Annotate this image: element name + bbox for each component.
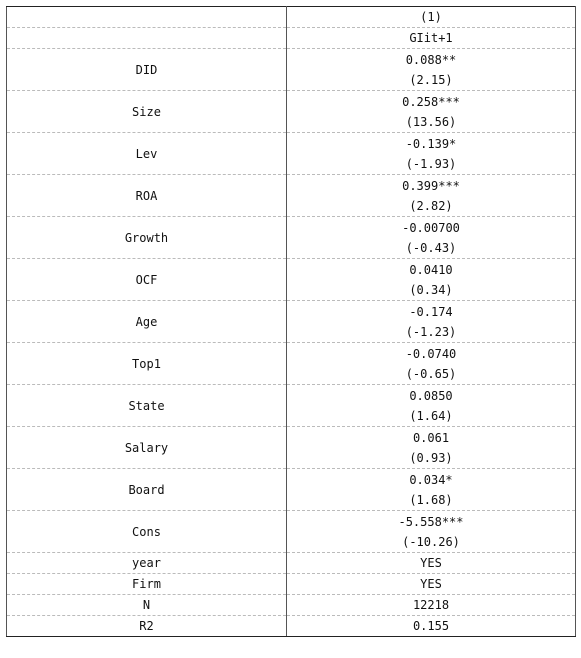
footer-label: Firm <box>7 574 287 595</box>
footer-value: 12218 <box>287 595 576 616</box>
t-statistic: (-0.65) <box>405 366 457 381</box>
variable-name: Lev <box>7 133 287 175</box>
variable-name: Top1 <box>7 343 287 385</box>
t-statistic: (1.68) <box>409 492 453 507</box>
footer-row <box>7 616 576 637</box>
footer-label: R2 <box>7 616 287 637</box>
variable-row <box>7 49 576 91</box>
variable-row <box>7 511 576 553</box>
t-statistic: (-1.23) <box>405 324 457 339</box>
variable-row <box>7 343 576 385</box>
variable-name: ROA <box>7 175 287 217</box>
t-statistic: (-0.43) <box>405 240 457 255</box>
t-statistic: (0.34) <box>409 282 453 297</box>
coefficient: -0.174 <box>409 304 453 319</box>
coefficient: -0.0740 <box>405 346 457 361</box>
variable-row <box>7 385 576 427</box>
coefficient-cell <box>287 511 576 553</box>
regression-table <box>6 6 576 637</box>
footer-row <box>7 574 576 595</box>
coefficient-cell <box>287 343 576 385</box>
header-row <box>7 7 576 28</box>
coefficient-cell <box>287 217 576 259</box>
coefficient-cell <box>287 175 576 217</box>
variable-name: State <box>7 385 287 427</box>
variable-row <box>7 175 576 217</box>
coefficient-cell <box>287 259 576 301</box>
header-label-cell <box>7 7 287 28</box>
variable-name: Cons <box>7 511 287 553</box>
footer-value: 0.155 <box>287 616 576 637</box>
coefficient: 0.061 <box>412 430 450 445</box>
model-number-cell: (1) <box>287 7 576 28</box>
variable-row <box>7 427 576 469</box>
variable-name: Age <box>7 301 287 343</box>
coefficient-cell <box>287 427 576 469</box>
variable-name: Board <box>7 469 287 511</box>
variable-row <box>7 217 576 259</box>
footer-label: year <box>7 553 287 574</box>
coefficient: -5.558*** <box>398 514 464 529</box>
coefficient-cell <box>287 469 576 511</box>
coefficient-cell <box>287 133 576 175</box>
coefficient: -0.00700 <box>402 220 460 235</box>
coefficient-cell <box>287 301 576 343</box>
t-statistic: (-10.26) <box>402 534 460 549</box>
coefficient: -0.139* <box>405 136 457 151</box>
variable-row <box>7 301 576 343</box>
t-statistic: (2.15) <box>409 72 453 87</box>
variable-name: DID <box>7 49 287 91</box>
coefficient: 0.258*** <box>402 94 460 109</box>
variable-row <box>7 469 576 511</box>
t-statistic: (13.56) <box>405 114 457 129</box>
dependent-variable-cell: GIit+1 <box>287 28 576 49</box>
coefficient-cell <box>287 385 576 427</box>
coefficient: 0.0850 <box>409 388 453 403</box>
header-row <box>7 28 576 49</box>
footer-value: YES <box>287 553 576 574</box>
header-label-cell <box>7 28 287 49</box>
footer-row <box>7 553 576 574</box>
coefficient: 0.034* <box>409 472 453 487</box>
coefficient: 0.088** <box>405 52 457 67</box>
footer-value: YES <box>287 574 576 595</box>
coefficient: 0.0410 <box>409 262 453 277</box>
coefficient-cell <box>287 91 576 133</box>
footer-label: N <box>7 595 287 616</box>
coefficient-cell <box>287 49 576 91</box>
t-statistic: (0.93) <box>409 450 453 465</box>
footer-row <box>7 595 576 616</box>
t-statistic: (-1.93) <box>405 156 457 171</box>
variable-name: Salary <box>7 427 287 469</box>
variable-name: Size <box>7 91 287 133</box>
variable-row <box>7 259 576 301</box>
coefficient: 0.399*** <box>402 178 460 193</box>
t-statistic: (1.64) <box>409 408 453 423</box>
variable-row <box>7 133 576 175</box>
variable-name: Growth <box>7 217 287 259</box>
t-statistic: (2.82) <box>409 198 453 213</box>
variable-row <box>7 91 576 133</box>
variable-name: OCF <box>7 259 287 301</box>
